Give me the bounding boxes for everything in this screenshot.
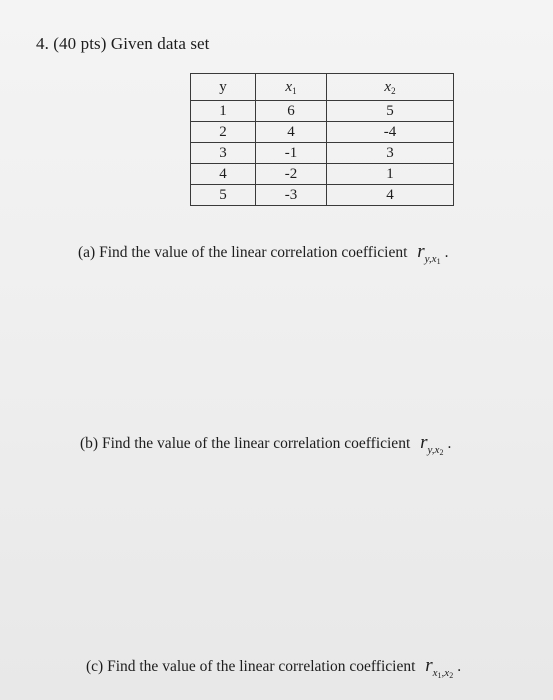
table-row <box>191 164 454 185</box>
cell-x2: 5 <box>327 101 454 122</box>
coefficient-r-y-x2 <box>420 432 444 457</box>
coef-symbol: r <box>420 432 428 453</box>
coef-subscript-sep: , <box>441 667 445 679</box>
data-table <box>190 73 454 206</box>
coef-subscript: y,x <box>427 444 440 456</box>
question-b-period: . <box>447 435 452 452</box>
header-y <box>191 74 256 101</box>
question-c <box>86 655 461 680</box>
header-x2-sub: 2 <box>391 85 396 96</box>
coefficient-r-y-x1 <box>417 241 441 266</box>
header-y-label: y <box>219 78 227 95</box>
cell-x1: 6 <box>256 101 327 122</box>
cell-x1: 4 <box>256 122 327 143</box>
question-a-text: (a) Find the value of the linear correlation coefficient <box>78 244 408 261</box>
problem-title: 4. (40 pts) Given data set <box>36 34 210 53</box>
coef-subscript-a-index: 1 <box>437 671 442 680</box>
cell-y: 4 <box>191 164 256 185</box>
header-x1-sub: 1 <box>292 85 297 96</box>
cell-x2: -4 <box>327 122 454 143</box>
cell-y: 5 <box>191 185 256 206</box>
coef-symbol: r <box>425 655 433 676</box>
coef-subscript-b: x <box>444 667 450 679</box>
coef-symbol: r <box>417 241 425 262</box>
cell-y: 1 <box>191 101 256 122</box>
cell-y: 3 <box>191 143 256 164</box>
coef-subscript-index: 1 <box>436 257 441 266</box>
question-c-text: (c) Find the value of the linear correlation coefficient <box>86 658 416 675</box>
header-x2-label <box>384 79 395 95</box>
table-header-row <box>191 74 454 101</box>
cell-x2: 1 <box>327 164 454 185</box>
cell-y: 2 <box>191 122 256 143</box>
cell-x2: 4 <box>327 185 454 206</box>
question-b-text: (b) Find the value of the linear correlation coefficient <box>80 435 411 452</box>
header-x1-label <box>285 79 296 95</box>
coef-subscript: y,x <box>424 253 437 265</box>
table-row <box>191 185 454 206</box>
cell-x1: -1 <box>256 143 327 164</box>
question-a-period: . <box>444 244 449 261</box>
header-x2 <box>327 74 454 101</box>
question-c-period: . <box>457 658 462 675</box>
cell-x2: 3 <box>327 143 454 164</box>
header-x2-var: x <box>384 78 392 95</box>
table-row <box>191 143 454 164</box>
cell-x1: -2 <box>256 164 327 185</box>
question-b <box>80 432 451 457</box>
header-x1-var: x <box>285 78 293 95</box>
coef-subscript-index: 2 <box>439 448 444 457</box>
question-a <box>78 241 448 266</box>
table-row <box>191 101 454 122</box>
coef-subscript-a: x <box>432 667 438 679</box>
cell-x1: -3 <box>256 185 327 206</box>
header-x1 <box>256 74 327 101</box>
table-row <box>191 122 454 143</box>
coef-subscript-b-index: 2 <box>449 671 454 680</box>
coefficient-r-x1-x2 <box>425 655 454 680</box>
